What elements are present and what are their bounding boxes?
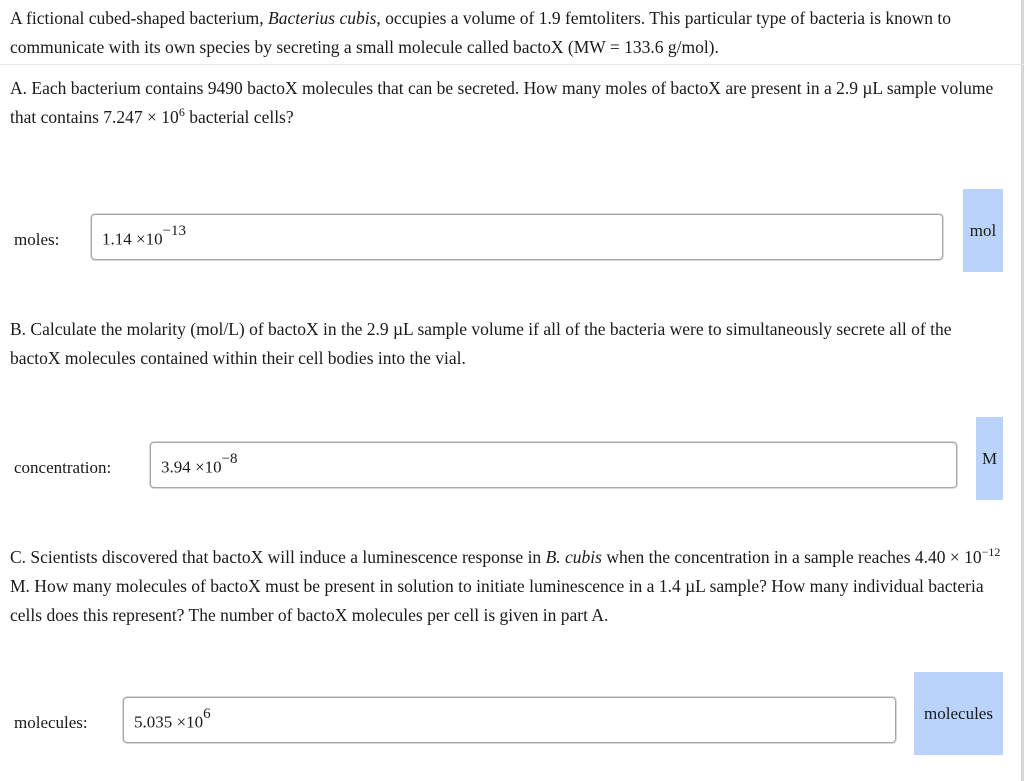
intro-species: Bacterius cubis bbox=[268, 8, 377, 28]
concentration-label: concentration: bbox=[14, 458, 112, 477]
part-c-question bbox=[10, 543, 1005, 630]
concentration-answer-mantissa: 3.94 ×10 bbox=[161, 457, 222, 477]
intro-text-2: , occupies a volume of 1.9 femtoliters. This particular type of bacteria is known to communicate with its own species by secreting a small molecule called bactoX (MW = 133.6 g/mol). bbox=[10, 8, 952, 57]
concentration-answer-input[interactable] bbox=[150, 442, 957, 488]
molecules-unit: molecules bbox=[914, 672, 1003, 755]
intro-text-1: A fictional cubed-shaped bacterium, bbox=[10, 8, 269, 28]
part-b-question: B. Calculate the molarity (mol/L) of bactoX in the 2.9 µL sample volume if all of the bacteria were to simultaneously secrete all of the bactoX molecules contained within their cell bodies into the vial. bbox=[10, 319, 952, 368]
moles-label: moles: bbox=[14, 230, 60, 249]
moles-answer-mantissa: 1.14 ×10 bbox=[102, 229, 163, 249]
moles-unit: mol bbox=[963, 189, 1003, 272]
problem-intro bbox=[10, 4, 1005, 62]
part-a-exponent: 6 bbox=[178, 105, 185, 120]
part-c-text-2: when the concentration in a sample reaches 4.40 × 10 bbox=[601, 547, 982, 567]
part-c-exponent: −12 bbox=[981, 545, 1001, 560]
concentration-answer-exponent: −8 bbox=[221, 451, 238, 467]
molecules-answer-exponent: 6 bbox=[203, 706, 211, 722]
concentration-unit: M bbox=[976, 417, 1003, 500]
moles-answer-input[interactable] bbox=[91, 214, 943, 260]
molecules-answer-input[interactable] bbox=[123, 697, 896, 743]
molecules-label: molecules: bbox=[14, 713, 88, 732]
moles-answer-exponent: −13 bbox=[162, 223, 187, 239]
divider bbox=[0, 64, 1024, 65]
molecules-answer-mantissa: 5.035 ×10 bbox=[134, 712, 204, 732]
part-a-text-2: bacterial cells? bbox=[184, 107, 294, 127]
part-c-species: B. cubis bbox=[545, 547, 602, 567]
part-c-text-3: M. How many molecules of bactoX must be present in solution to initiate luminescence in a 1.4 µL sample? How many individual bacteria cells does this represent? The number of bactoX molecules per cell is given in part A. bbox=[10, 576, 984, 625]
part-c-text-1: C. Scientists discovered that bactoX will induce a luminescence response in bbox=[10, 547, 546, 567]
part-a-text-1: A. Each bacterium contains 9490 bactoX molecules that can be secreted. How many moles of bactoX are present in a 2.9 µL sample volume that contains 7.247 × 10 bbox=[10, 78, 994, 127]
part-a-question bbox=[10, 74, 1005, 132]
